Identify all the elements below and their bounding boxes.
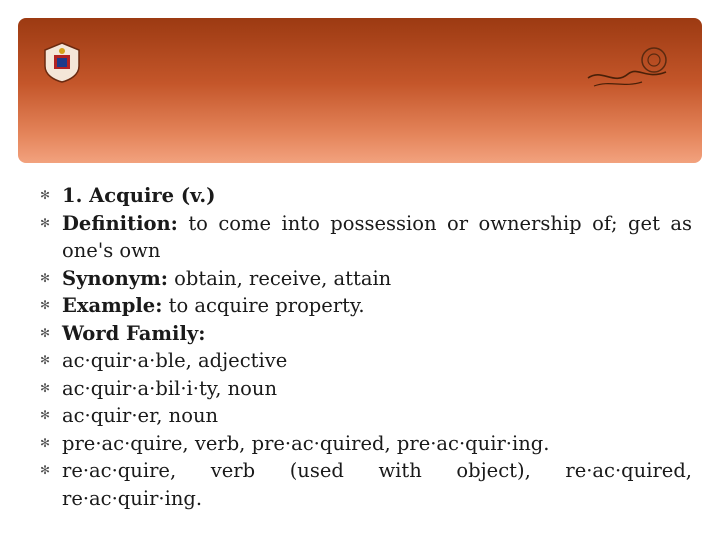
bullet-term: 1. Acquire (v.) [62, 184, 216, 207]
bullet-item [40, 375, 692, 403]
bullet-glyph: ✻ [40, 325, 51, 340]
university-emblem-icon [40, 40, 84, 84]
bullet-term: Word Family: [62, 321, 206, 345]
calligraphy-logo-icon [584, 42, 676, 92]
bullet-item [40, 347, 692, 375]
bullet-list [40, 182, 692, 512]
header-banner [18, 18, 702, 163]
bullet-glyph: ✻ [40, 215, 51, 230]
bullet-glyph: ✻ [40, 463, 51, 477]
bullet-glyph: ✻ [40, 380, 51, 395]
bullet-glyph: ✻ [40, 270, 51, 285]
bullet-text: pre·ac·quire, verb, pre·ac·quired, pre·ac·quir·ing. [62, 431, 550, 455]
bullet-item [40, 402, 692, 430]
bullet-text: to acquire property. [162, 294, 365, 317]
bullet-text: ac·quir·a·ble, adjective [62, 349, 288, 372]
bullet-text: re·ac·quire, verb (used with object), re·ac·quired, re·ac·quir·ing. [62, 459, 692, 510]
bullet-text: to come into possession or ownership of; get as one's own [62, 211, 692, 262]
bullet-item [40, 265, 692, 293]
bullet-term: Synonym: [62, 266, 168, 290]
bullet-term: Definition: [62, 211, 178, 235]
bullet-text: ac·quir·a·bil·i·ty, noun [62, 376, 278, 400]
bullet-term: Example: [62, 294, 163, 317]
bullet-text: ac·quir·er, noun [62, 404, 219, 427]
bullet-item [40, 430, 692, 458]
bullet-item [40, 320, 692, 348]
bullet-glyph: ✻ [40, 435, 51, 450]
bullet-text: obtain, receive, attain [167, 266, 392, 290]
bullet-item [40, 292, 692, 320]
bullet-glyph: ✻ [40, 353, 51, 367]
bullet-glyph: ✻ [40, 408, 51, 422]
bullet-item [40, 210, 692, 265]
bullet-item [40, 182, 692, 210]
bullet-glyph: ✻ [40, 298, 51, 312]
bullet-glyph: ✻ [40, 188, 51, 202]
bullet-item [40, 457, 692, 512]
